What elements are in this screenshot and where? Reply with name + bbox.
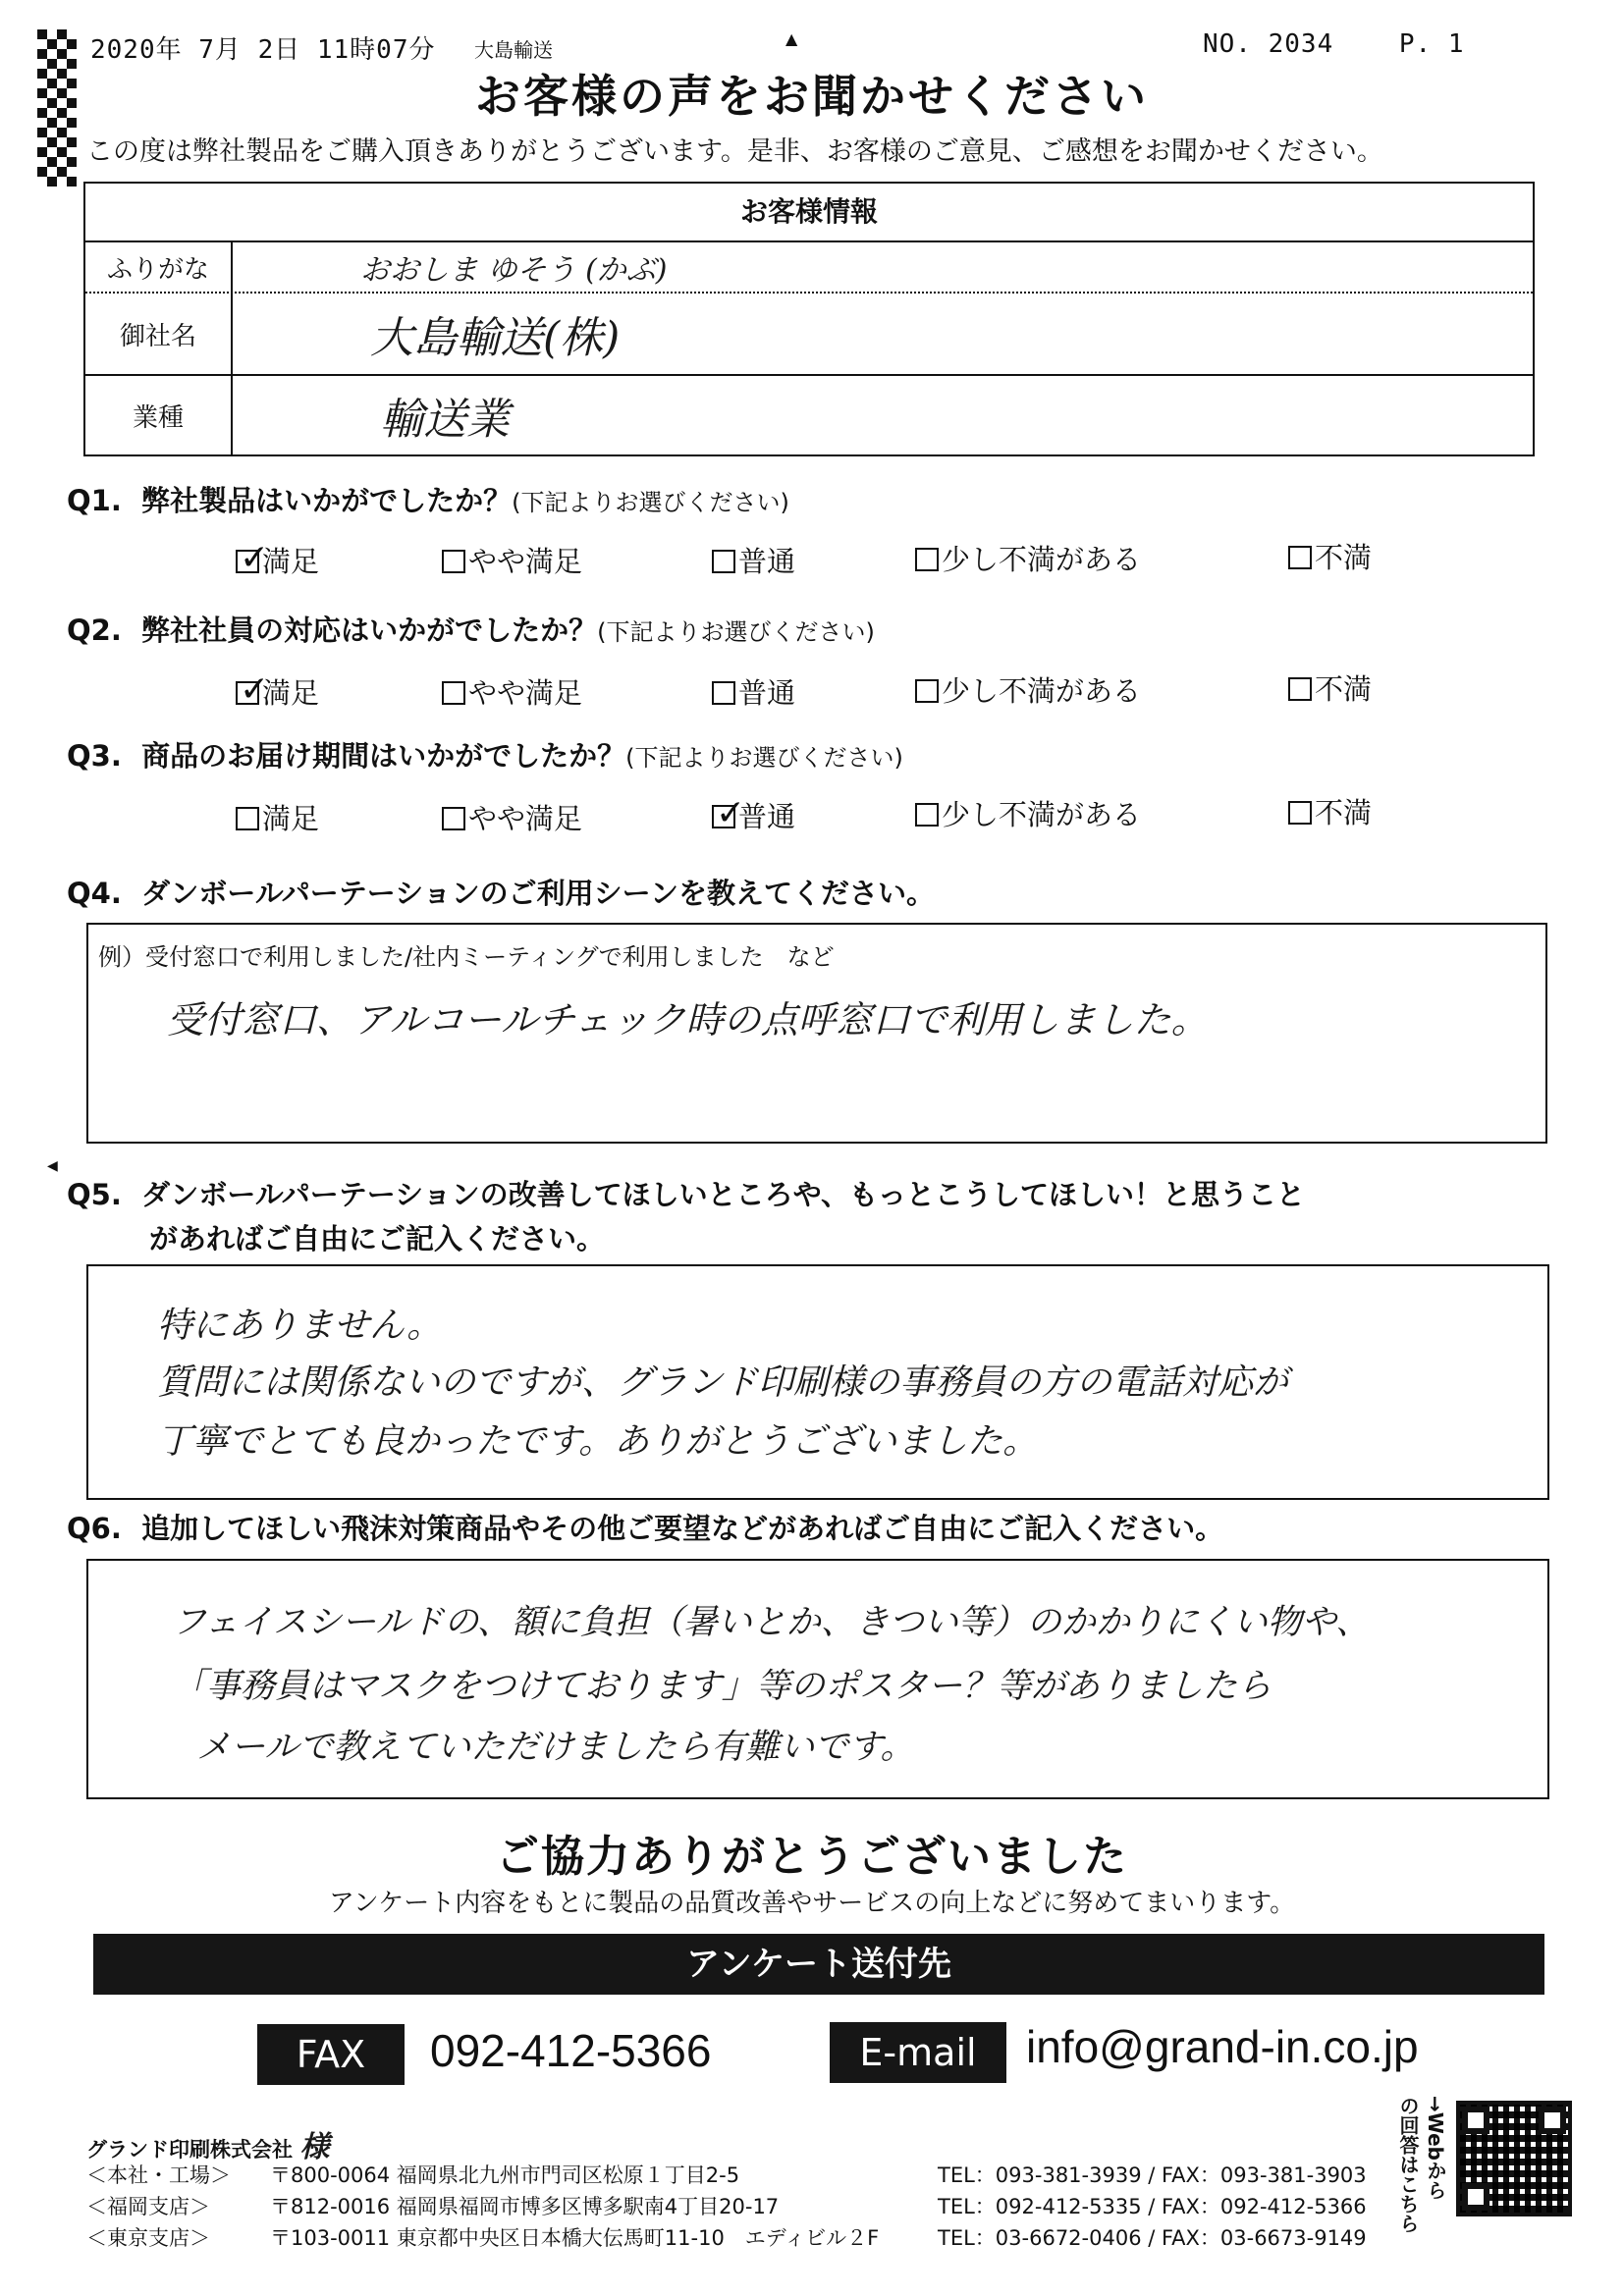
q3-option-satisfied[interactable]: 満足 bbox=[236, 797, 319, 837]
company-field[interactable]: 大島輸送(株) bbox=[370, 313, 621, 363]
q4-question: Q4. ダンボールパーテーションのご利用シーンを教えてください。 bbox=[67, 877, 936, 910]
q6-answer-line[interactable]: 「事務員はマスクをつけております」等のポスター？等がありましたら bbox=[172, 1667, 1272, 1706]
left-triangle-mark-icon: ◀ bbox=[47, 1158, 58, 1174]
furigana-label: ふりがな bbox=[85, 242, 233, 292]
checkbox[interactable] bbox=[712, 681, 735, 705]
furigana-field[interactable]: おおしま ゆそう (かぶ) bbox=[360, 253, 668, 288]
email-link[interactable]: info@grand-in.co.jp bbox=[1026, 2021, 1419, 2072]
checkbox[interactable] bbox=[442, 550, 465, 573]
checkbox[interactable] bbox=[236, 807, 259, 830]
company-row bbox=[85, 294, 1533, 376]
furigana-row bbox=[85, 242, 1533, 294]
checkbox[interactable]: ✓ bbox=[712, 805, 735, 828]
office-address: 〒812-0016 福岡県福岡市博多区博多駅南4丁目20-17 bbox=[270, 2195, 780, 2218]
checkbox[interactable] bbox=[1288, 677, 1312, 701]
q3-option-somewhat-satisfied[interactable]: やや満足 bbox=[442, 797, 582, 837]
q2-option-dissatisfied[interactable]: 不満 bbox=[1288, 667, 1372, 708]
q5-question-line2: があればご自由にご記入ください。 bbox=[149, 1222, 606, 1255]
q2-option-somewhat-satisfied[interactable]: やや満足 bbox=[442, 671, 582, 712]
web-note: →Webから bbox=[1424, 2096, 1447, 2200]
q6-answer-line[interactable]: フェイスシールドの、額に負担（暑いとか、きつい等）のかかりにくい物や、 bbox=[172, 1603, 1371, 1642]
checkbox[interactable] bbox=[915, 548, 939, 571]
q5-question: Q5. ダンボールパーテーションの改善してほしいところや、もっとこうしてほしい！と思うこと bbox=[67, 1178, 1306, 1211]
q2-option-somewhat-dissatisfied[interactable]: 少し不満がある bbox=[915, 669, 1141, 710]
q5-answer-line[interactable]: 質問には関係ないのですが、グランド印刷様の事務員の方の電話対応が bbox=[157, 1362, 1289, 1403]
send-to-banner: アンケート送付先 bbox=[93, 1934, 1544, 1995]
triangle-mark-icon: ▲ bbox=[785, 29, 798, 48]
office-tel: TEL：093-381-3939 / FAX：093-381-3903 bbox=[938, 2163, 1367, 2187]
industry-label: 業種 bbox=[85, 376, 233, 454]
checkbox[interactable] bbox=[712, 550, 735, 573]
checkbox[interactable] bbox=[915, 803, 939, 827]
sender-stamp: 大島輸送 bbox=[474, 38, 553, 62]
q1-option-somewhat-dissatisfied[interactable]: 少し不満がある bbox=[915, 538, 1141, 578]
web-note: の回答はこちら bbox=[1396, 2096, 1420, 2233]
industry-row bbox=[85, 376, 1533, 454]
office-address: 〒103-0011 東京都中央区日本橋大伝馬町11-10 エディビル２F bbox=[270, 2226, 880, 2250]
q2-question: Q2. 弊社社員の対応はいかがでしたか？(下記よりお選びください) bbox=[67, 614, 875, 647]
checkbox[interactable] bbox=[1288, 546, 1312, 569]
q1-option-dissatisfied[interactable]: 不満 bbox=[1288, 536, 1372, 576]
q3-option-dissatisfied[interactable]: 不満 bbox=[1288, 791, 1372, 831]
checkbox[interactable] bbox=[1288, 801, 1312, 825]
q3-option-somewhat-dissatisfied[interactable]: 少し不満がある bbox=[915, 793, 1141, 833]
office-address: 〒800-0064 福岡県北九州市門司区松原１丁目2-5 bbox=[270, 2163, 740, 2187]
q2-option-satisfied[interactable]: ✓ 満足 bbox=[236, 671, 319, 712]
q5-answer-line[interactable]: 丁寧でとても良かったです。ありがとうございました。 bbox=[157, 1421, 1039, 1462]
q6-answer-line[interactable]: メールで教えていただけましたら有難いです。 bbox=[196, 1728, 915, 1767]
checkbox[interactable]: ✓ bbox=[236, 681, 259, 705]
thanks-subtext: アンケート内容をもとに製品の品質改善やサービスの向上などに努めてまいります。 bbox=[328, 1889, 1296, 1918]
checkbox[interactable]: ✓ bbox=[236, 550, 259, 573]
thanks-heading: ご協力ありがとうございました bbox=[496, 1832, 1128, 1882]
intro-text: この度は弊社製品をご購入頂きありがとうございます。是非、お客様のご意見、ご感想をお聞かせください。 bbox=[86, 136, 1383, 167]
q5-answer-line[interactable]: 特にありません。 bbox=[157, 1306, 443, 1346]
q1-option-somewhat-satisfied[interactable]: やや満足 bbox=[442, 540, 582, 580]
checkbox[interactable] bbox=[442, 807, 465, 830]
fax-number[interactable]: 092-412-5366 bbox=[430, 2025, 712, 2076]
fax-label: FAX bbox=[257, 2024, 405, 2085]
q1-question: Q1. 弊社製品はいかがでしたか？(下記よりお選びください) bbox=[67, 484, 789, 517]
industry-field[interactable]: 輸送業 bbox=[380, 395, 510, 445]
office-name: ＜福岡支店＞ bbox=[86, 2195, 210, 2218]
qr-code-icon[interactable] bbox=[1456, 2101, 1572, 2216]
customer-info-table bbox=[83, 182, 1535, 456]
office-name: ＜東京支店＞ bbox=[86, 2226, 210, 2250]
company-label: 御社名 bbox=[85, 294, 233, 374]
q1-option-neutral[interactable]: 普通 bbox=[712, 540, 795, 580]
q2-option-neutral[interactable]: 普通 bbox=[712, 671, 795, 712]
checkbox[interactable] bbox=[915, 679, 939, 703]
checkbox[interactable] bbox=[442, 681, 465, 705]
document-number: NO. 2034 P. 1 bbox=[1203, 29, 1465, 59]
q3-option-neutral[interactable]: ✓ 普通 bbox=[712, 795, 795, 835]
customer-info-heading: お客様情報 bbox=[85, 184, 1533, 242]
office-name: ＜本社・工場＞ bbox=[86, 2163, 231, 2187]
office-tel: TEL：092-412-5335 / FAX：092-412-5366 bbox=[938, 2195, 1367, 2218]
q1-option-satisfied[interactable]: ✓ 満足 bbox=[236, 540, 319, 580]
q3-question: Q3. 商品のお届け期間はいかがでしたか？(下記よりお選びください) bbox=[67, 739, 903, 773]
fax-timestamp: 2020年 7月 2日 11時07分 bbox=[90, 35, 436, 65]
q4-example: 例）受付窓口で利用しました/社内ミーティングで利用しました など bbox=[98, 943, 835, 971]
email-label: E-mail bbox=[830, 2022, 1006, 2083]
q6-question: Q6. 追加してほしい飛沫対策商品やその他ご要望などがあればご自由にご記入ください。 bbox=[67, 1512, 1224, 1545]
footer-company: グランド印刷株式会社 様 bbox=[86, 2130, 330, 2164]
q4-answer[interactable]: 受付窓口、アルコールチェック時の点呼窓口で利用しました。 bbox=[167, 998, 1209, 1041]
page-title: お客様の声をお聞かせください bbox=[475, 70, 1149, 123]
office-tel: TEL：03-6672-0406 / FAX：03-6673-9149 bbox=[938, 2226, 1367, 2250]
